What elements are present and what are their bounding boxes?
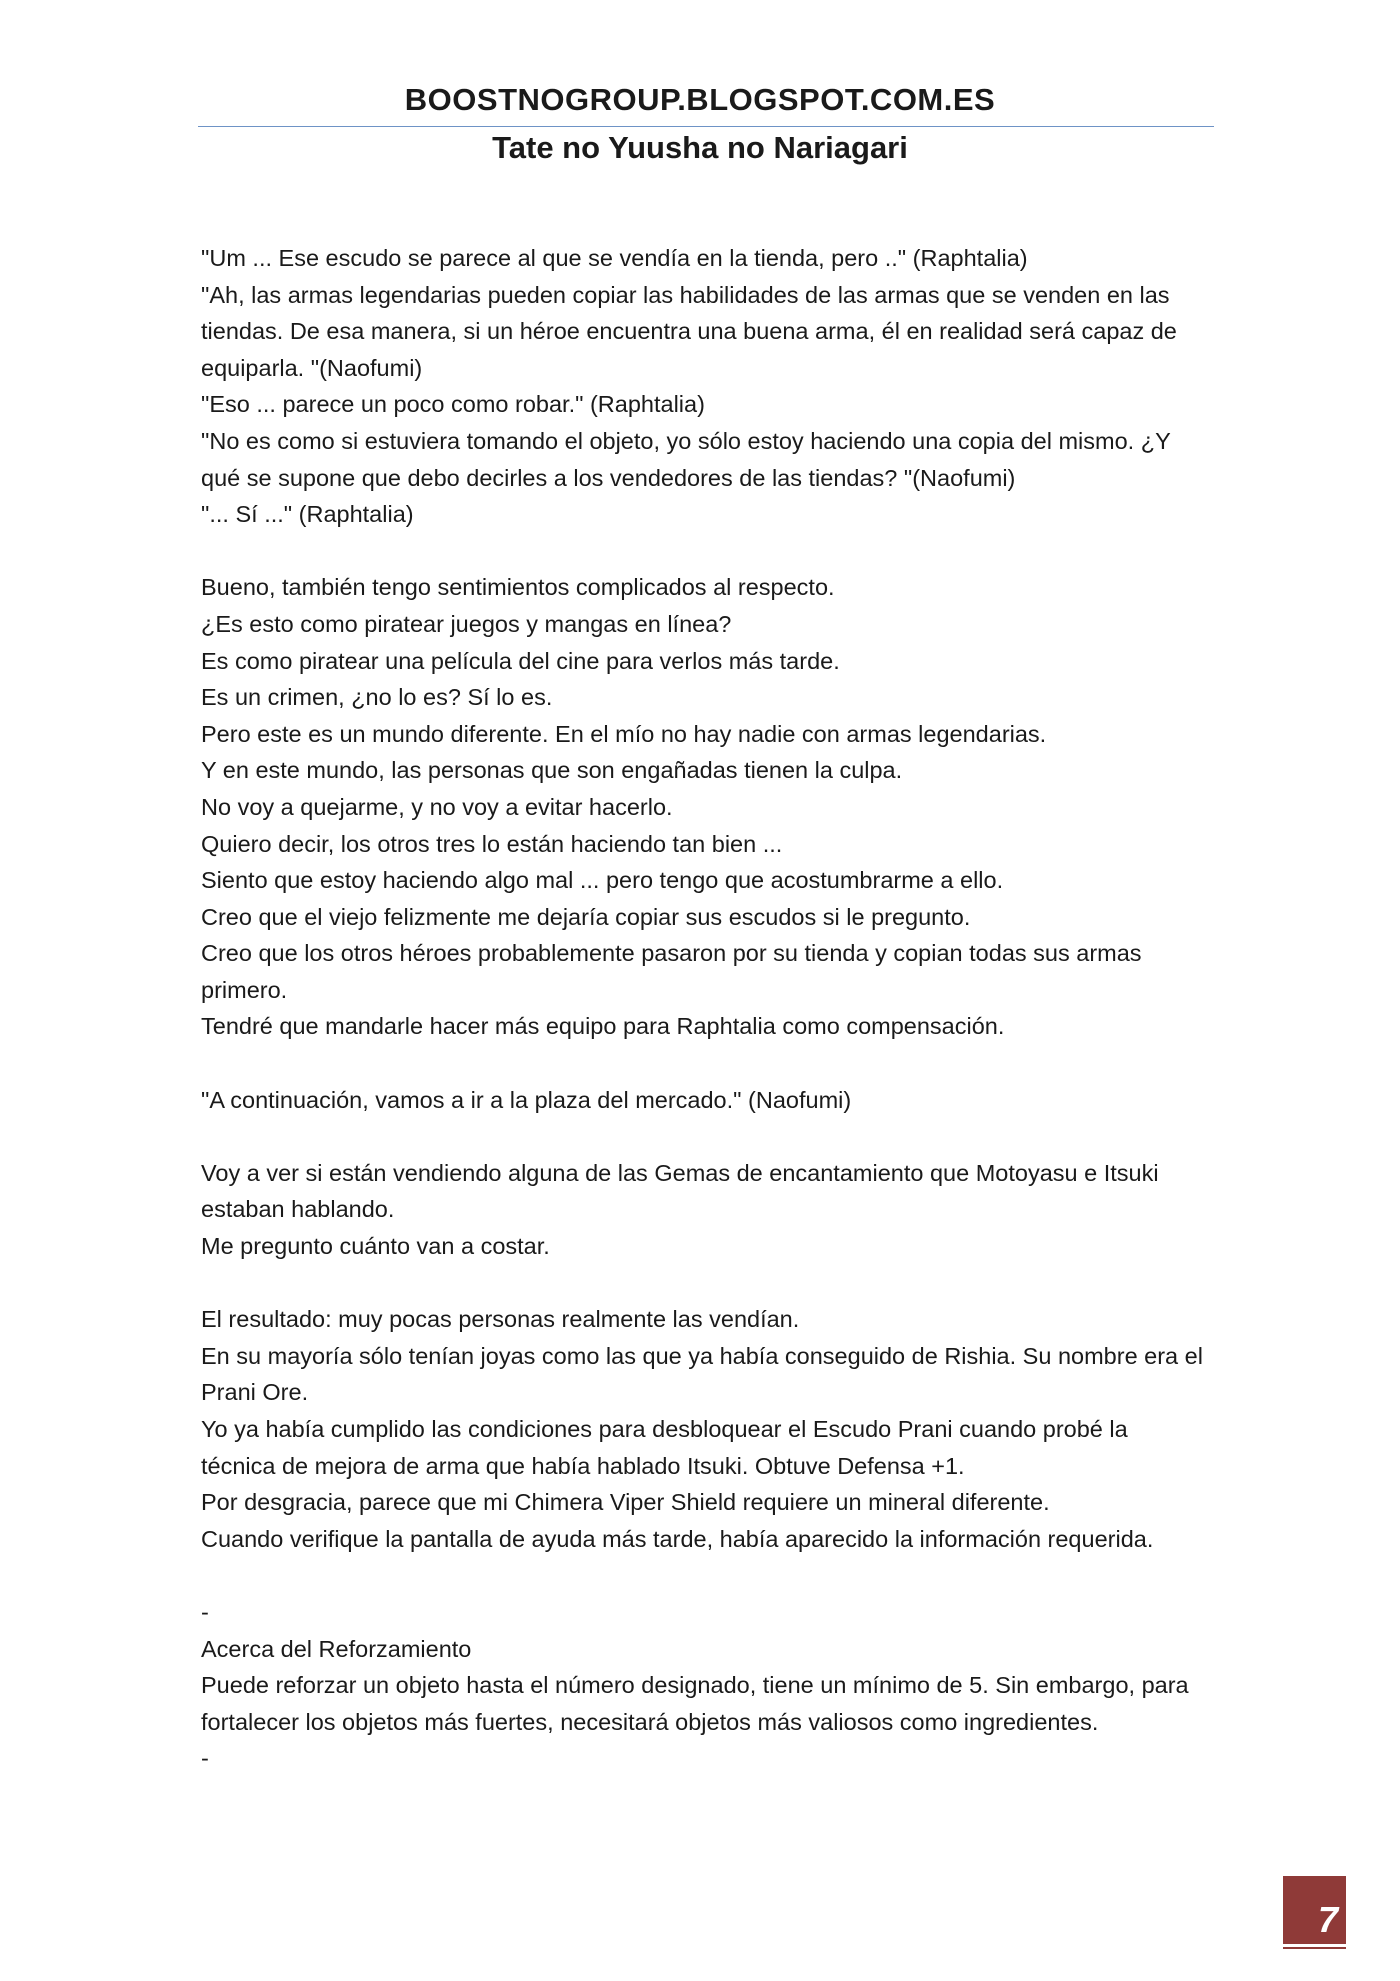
text-line: Y en este mundo, las personas que son engañadas tienen la culpa. (201, 757, 903, 784)
text-line: Creo que el viejo felizmente me dejaría copiar sus escudos si le pregunto. (201, 903, 971, 930)
text-line: equiparla. "(Naofumi) (201, 354, 423, 381)
header-divider (198, 126, 1214, 127)
text-line: Me pregunto cuánto van a costar. (201, 1233, 550, 1260)
text-line: técnica de mejora de arma que había hablado Itsuki. Obtuve Defensa +1. (201, 1452, 965, 1479)
text-line: Cuando verifique la pantalla de ayuda más tarde, había aparecido la información requerida. (201, 1525, 1154, 1552)
blank-line (201, 1045, 1211, 1082)
text-line: Prani Ore. (201, 1379, 309, 1406)
text-line: Siento que estoy haciendo algo mal ... pero tengo que acostumbrarme a ello. (201, 867, 1004, 894)
text-line: qué se supone que debo decirles a los vendedores de las tiendas? "(Naofumi) (201, 464, 1016, 491)
text-line: Acerca del Reforzamiento (201, 1635, 472, 1662)
page-number: 7 (1317, 1899, 1338, 1940)
text-line: "No es como si estuviera tomando el objeto, yo sólo estoy haciendo una copia del mismo. ¿Y (201, 427, 1171, 454)
text-line: Yo ya había cumplido las condiciones para desbloquear el Escudo Prani cuando probé la (201, 1416, 1128, 1442)
text-line: estaban hablando. (201, 1196, 395, 1223)
blank-line (201, 1265, 1211, 1302)
text-line: Por desgracia, parece que mi Chimera Viper Shield requiere un mineral diferente. (201, 1489, 1050, 1516)
text-line: - (201, 1745, 209, 1772)
text-line: No voy a quejarme, y no voy a evitar hacerlo. (201, 793, 673, 820)
blank-line (201, 533, 1211, 570)
text-line: Bueno, también tengo sentimientos complicados al respecto. (201, 574, 835, 601)
text-line: primero. (201, 976, 288, 1003)
page-number-underline (1283, 1947, 1346, 1949)
text-line: Es un crimen, ¿no lo es? Sí lo es. (201, 684, 553, 711)
blank-line (201, 1118, 1211, 1155)
text-line: tiendas. De esa manera, si un héroe encuentra una buena arma, él en realidad será capaz de (201, 318, 1177, 345)
text-line: Voy a ver si están vendiendo alguna de las Gemas de encantamiento que Motoyasu e Itsuki (201, 1159, 1159, 1186)
text-line: fortalecer los objetos más fuertes, necesitará objetos más valiosos como ingredientes. (201, 1708, 1099, 1735)
text-line: "Ah, las armas legendarias pueden copiar las habilidades de las armas que se venden en las (201, 281, 1170, 308)
text-line: En su mayoría sólo tenían joyas como las que ya había conseguido de Rishia. Su nombre era el (201, 1342, 1203, 1369)
book-title: Tate no Yuusha no Nariagari (492, 130, 908, 165)
text-line: Quiero decir, los otros tres lo están haciendo tan bien ... (201, 830, 783, 857)
text-line: Puede reforzar un objeto hasta el número designado, tiene un mínimo de 5. Sin embargo, para (201, 1672, 1189, 1699)
blank-line (201, 1557, 1211, 1594)
text-line: "Eso ... parece un poco como robar." (Raphtalia) (201, 391, 705, 418)
text-line: Es como piratear una película del cine para verlos más tarde. (201, 647, 840, 674)
text-line: Tendré que mandarle hacer más equipo para Raphtalia como compensación. (201, 1013, 1005, 1040)
text-line: "A continuación, vamos a ir a la plaza del mercado." (Naofumi) (201, 1086, 852, 1113)
text-line: ¿Es esto como piratear juegos y mangas en línea? (201, 610, 732, 637)
text-line: "Um ... Ese escudo se parece al que se vendía en la tienda, pero .." (Raphtalia) (201, 245, 1028, 271)
text-line: Creo que los otros héroes probablemente pasaron por su tienda y copian todas sus armas (201, 940, 1142, 967)
site-header: BOOSTNOGROUP.BLOGSPOT.COM.ES (404, 82, 996, 117)
page-number-badge (1283, 1876, 1346, 1944)
text-line: - (201, 1598, 209, 1625)
text-line: El resultado: muy pocas personas realmente las vendían. (201, 1306, 800, 1333)
text-line: "... Sí ..." (Raphtalia) (201, 501, 414, 528)
text-line: Pero este es un mundo diferente. En el mío no hay nadie con armas legendarias. (201, 720, 1047, 747)
page-body (201, 240, 1211, 1777)
